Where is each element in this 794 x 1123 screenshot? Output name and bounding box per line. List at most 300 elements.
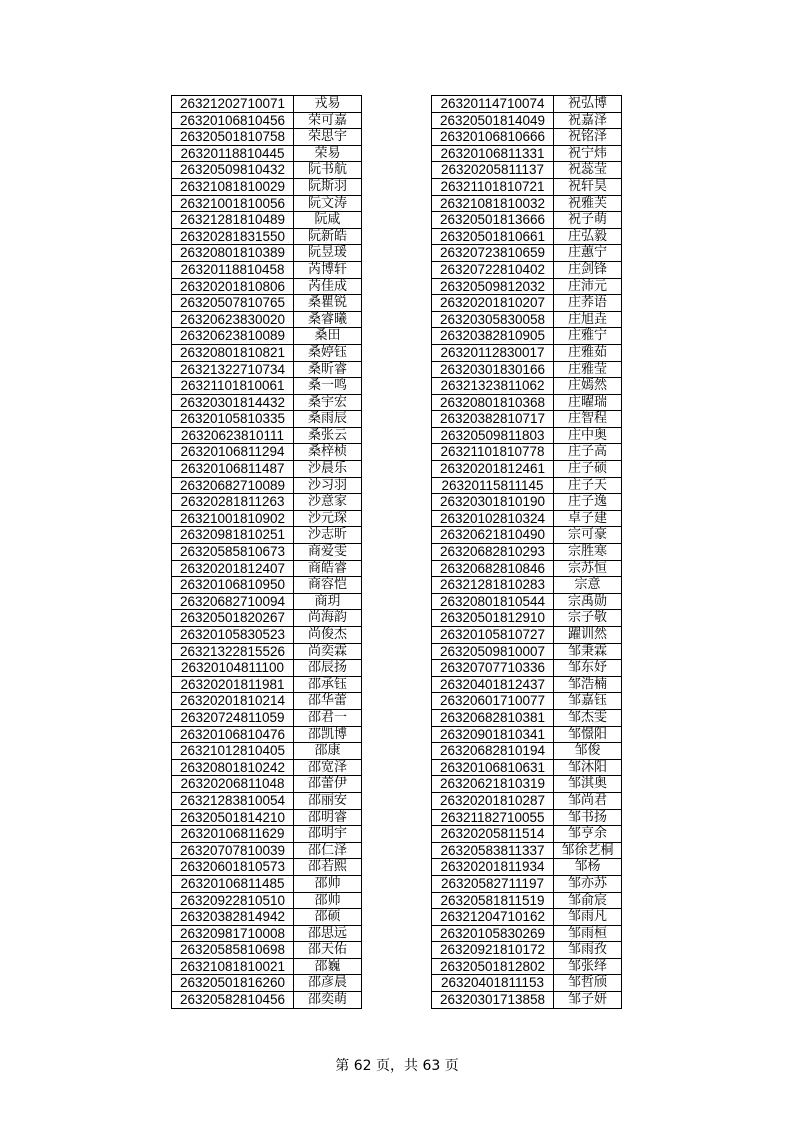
student-name: 庄荞语 bbox=[554, 295, 622, 312]
registration-number: 26320102810324 bbox=[432, 510, 554, 527]
student-name: 邹杰雯 bbox=[554, 709, 622, 726]
student-name: 庄曜瑞 bbox=[554, 394, 622, 411]
table-row bbox=[432, 261, 622, 278]
registration-number: 26320682810846 bbox=[432, 560, 554, 577]
table-row bbox=[172, 378, 362, 395]
table-row bbox=[172, 842, 362, 859]
registration-number: 26320105830269 bbox=[432, 925, 554, 942]
student-name: 商容恺 bbox=[294, 577, 362, 594]
registration-number: 26321101810778 bbox=[432, 444, 554, 461]
table-row bbox=[172, 145, 362, 162]
student-name: 尚俊杰 bbox=[294, 627, 362, 644]
student-name: 邵硕 bbox=[294, 909, 362, 926]
student-name: 邹沐阳 bbox=[554, 759, 622, 776]
registration-number: 26320509811803 bbox=[432, 427, 554, 444]
table-row bbox=[172, 560, 362, 577]
registration-number: 26321322710734 bbox=[172, 361, 294, 378]
student-name: 荣易 bbox=[294, 145, 362, 162]
registration-number: 26320601810573 bbox=[172, 859, 294, 876]
table-row bbox=[172, 394, 362, 411]
registration-number: 26320501812910 bbox=[432, 610, 554, 627]
student-name: 桑张云 bbox=[294, 427, 362, 444]
table-row bbox=[432, 726, 622, 743]
table-row bbox=[432, 361, 622, 378]
table-row bbox=[172, 859, 362, 876]
registration-number: 26320105830523 bbox=[172, 627, 294, 644]
table-row bbox=[432, 776, 622, 793]
table-row bbox=[432, 958, 622, 975]
registration-number: 26320501814049 bbox=[432, 112, 554, 129]
table-row bbox=[432, 792, 622, 809]
table-row bbox=[172, 660, 362, 677]
student-name: 邵彦晨 bbox=[294, 975, 362, 992]
table-row bbox=[432, 295, 622, 312]
registration-number: 26320118810458 bbox=[172, 261, 294, 278]
table-row bbox=[432, 610, 622, 627]
left-roster-body bbox=[172, 96, 362, 1009]
registration-number: 26320801810821 bbox=[172, 344, 294, 361]
student-name: 卓子建 bbox=[554, 510, 622, 527]
student-name: 邵帅 bbox=[294, 892, 362, 909]
registration-number: 26320707810039 bbox=[172, 842, 294, 859]
table-row bbox=[432, 245, 622, 262]
student-name: 邹张绎 bbox=[554, 958, 622, 975]
student-name: 邹徐艺桐 bbox=[554, 842, 622, 859]
student-name: 沙晨乐 bbox=[294, 461, 362, 478]
table-row bbox=[432, 344, 622, 361]
table-row bbox=[172, 311, 362, 328]
student-name: 邵康 bbox=[294, 743, 362, 760]
table-row bbox=[432, 378, 622, 395]
student-name: 芮佳成 bbox=[294, 278, 362, 295]
registration-number: 26320722810402 bbox=[432, 261, 554, 278]
registration-number: 26320104811100 bbox=[172, 660, 294, 677]
registration-number: 26320583811337 bbox=[432, 842, 554, 859]
table-row bbox=[172, 278, 362, 295]
student-name: 祝弘博 bbox=[554, 96, 622, 113]
table-row bbox=[432, 112, 622, 129]
student-name: 桑梓桢 bbox=[294, 444, 362, 461]
student-name: 桑田 bbox=[294, 328, 362, 345]
student-name: 庄子硕 bbox=[554, 461, 622, 478]
registration-number: 26320585810673 bbox=[172, 544, 294, 561]
registration-number: 26320105810335 bbox=[172, 411, 294, 428]
table-row bbox=[172, 792, 362, 809]
student-name: 邵思远 bbox=[294, 925, 362, 942]
table-row bbox=[432, 643, 622, 660]
registration-number: 26320509810007 bbox=[432, 643, 554, 660]
table-row bbox=[172, 809, 362, 826]
registration-number: 26320112830017 bbox=[432, 344, 554, 361]
student-name: 邹嘉钰 bbox=[554, 693, 622, 710]
table-row bbox=[172, 676, 362, 693]
registration-number: 26321281810283 bbox=[432, 577, 554, 594]
table-row bbox=[172, 593, 362, 610]
table-row bbox=[172, 909, 362, 926]
table-row bbox=[172, 743, 362, 760]
student-name: 邹书扬 bbox=[554, 809, 622, 826]
student-name: 荣可嘉 bbox=[294, 112, 362, 129]
student-name: 邹雨凡 bbox=[554, 909, 622, 926]
table-row bbox=[432, 842, 622, 859]
table-row bbox=[172, 494, 362, 511]
student-name: 邵巍 bbox=[294, 958, 362, 975]
registration-number: 26321182710055 bbox=[432, 809, 554, 826]
student-name: 桑雨辰 bbox=[294, 411, 362, 428]
table-row bbox=[432, 875, 622, 892]
student-name: 邵明睿 bbox=[294, 809, 362, 826]
table-row bbox=[432, 444, 622, 461]
left-roster-table bbox=[171, 95, 362, 1009]
student-name: 庄子天 bbox=[554, 477, 622, 494]
student-name: 邹雨桓 bbox=[554, 925, 622, 942]
table-row bbox=[172, 577, 362, 594]
registration-number: 26321202710071 bbox=[172, 96, 294, 113]
registration-number: 26320205811514 bbox=[432, 826, 554, 843]
table-row bbox=[172, 228, 362, 245]
table-row bbox=[432, 560, 622, 577]
student-name: 邹淇奥 bbox=[554, 776, 622, 793]
right-roster-table bbox=[431, 95, 622, 1009]
student-name: 沙习羽 bbox=[294, 477, 362, 494]
student-name: 桑睿曦 bbox=[294, 311, 362, 328]
registration-number: 26320901810341 bbox=[432, 726, 554, 743]
registration-number: 26320582810456 bbox=[172, 992, 294, 1009]
registration-number: 26320106810631 bbox=[432, 759, 554, 776]
table-row bbox=[172, 958, 362, 975]
table-row bbox=[432, 311, 622, 328]
registration-number: 26320509810432 bbox=[172, 162, 294, 179]
registration-number: 26320623830020 bbox=[172, 311, 294, 328]
registration-number: 26320106810476 bbox=[172, 726, 294, 743]
student-name: 荣思宇 bbox=[294, 129, 362, 146]
table-row bbox=[172, 129, 362, 146]
student-name: 阮咸 bbox=[294, 212, 362, 229]
student-name: 祝嘉泽 bbox=[554, 112, 622, 129]
student-name: 邹哲颀 bbox=[554, 975, 622, 992]
student-name: 邹亨余 bbox=[554, 826, 622, 843]
table-row bbox=[432, 278, 622, 295]
table-row bbox=[432, 494, 622, 511]
student-name: 庄雅茹 bbox=[554, 344, 622, 361]
table-row bbox=[432, 228, 622, 245]
registration-number: 26320507810765 bbox=[172, 295, 294, 312]
student-name: 戎易 bbox=[294, 96, 362, 113]
registration-number: 26320206811048 bbox=[172, 776, 294, 793]
student-name: 祝宁炜 bbox=[554, 145, 622, 162]
table-row bbox=[172, 510, 362, 527]
registration-number: 26320106811629 bbox=[172, 826, 294, 843]
student-name: 宗意 bbox=[554, 577, 622, 594]
table-row bbox=[432, 427, 622, 444]
student-name: 沙元琛 bbox=[294, 510, 362, 527]
registration-number: 26321081810032 bbox=[432, 195, 554, 212]
table-row bbox=[172, 477, 362, 494]
table-row bbox=[432, 544, 622, 561]
table-row bbox=[432, 660, 622, 677]
table-row bbox=[172, 245, 362, 262]
student-name: 邵宽泽 bbox=[294, 759, 362, 776]
registration-number: 26320382810905 bbox=[432, 328, 554, 345]
table-row bbox=[172, 975, 362, 992]
student-name: 宗可豪 bbox=[554, 527, 622, 544]
table-row bbox=[172, 627, 362, 644]
registration-number: 26320621810490 bbox=[432, 527, 554, 544]
registration-number: 26320509812032 bbox=[432, 278, 554, 295]
table-row bbox=[172, 112, 362, 129]
student-name: 庄智程 bbox=[554, 411, 622, 428]
registration-number: 26320601710077 bbox=[432, 693, 554, 710]
table-row bbox=[432, 527, 622, 544]
registration-number: 26321081810021 bbox=[172, 958, 294, 975]
student-name: 阮新皓 bbox=[294, 228, 362, 245]
student-name: 庄雅宁 bbox=[554, 328, 622, 345]
student-name: 阮文涛 bbox=[294, 195, 362, 212]
table-row bbox=[432, 975, 622, 992]
registration-number: 26320581811519 bbox=[432, 892, 554, 909]
table-row bbox=[172, 942, 362, 959]
table-row bbox=[172, 693, 362, 710]
table-row bbox=[172, 892, 362, 909]
table-row bbox=[172, 178, 362, 195]
student-name: 庄弘毅 bbox=[554, 228, 622, 245]
student-name: 邹杨 bbox=[554, 859, 622, 876]
table-row bbox=[172, 96, 362, 113]
registration-number: 26320201812461 bbox=[432, 461, 554, 478]
registration-number: 26320922810510 bbox=[172, 892, 294, 909]
registration-number: 26320106811487 bbox=[172, 461, 294, 478]
student-name: 尚海韵 bbox=[294, 610, 362, 627]
student-name: 邹俊 bbox=[554, 743, 622, 760]
table-row bbox=[172, 328, 362, 345]
student-name: 阮昱瑗 bbox=[294, 245, 362, 262]
table-row bbox=[432, 826, 622, 843]
table-row bbox=[172, 427, 362, 444]
student-name: 邵帅 bbox=[294, 875, 362, 892]
table-row bbox=[172, 826, 362, 843]
registration-number: 26320682810293 bbox=[432, 544, 554, 561]
table-row bbox=[432, 577, 622, 594]
student-name: 庄中奥 bbox=[554, 427, 622, 444]
student-name: 桑婷钰 bbox=[294, 344, 362, 361]
registration-number: 26320401811153 bbox=[432, 975, 554, 992]
registration-number: 26320106810456 bbox=[172, 112, 294, 129]
registration-number: 26320981710008 bbox=[172, 925, 294, 942]
student-name: 祝轩昊 bbox=[554, 178, 622, 195]
registration-number: 26320724811059 bbox=[172, 709, 294, 726]
registration-number: 26320582711197 bbox=[432, 875, 554, 892]
registration-number: 26320682810194 bbox=[432, 743, 554, 760]
student-name: 沙志昕 bbox=[294, 527, 362, 544]
table-row bbox=[432, 129, 622, 146]
student-name: 沙意家 bbox=[294, 494, 362, 511]
registration-number: 26320623810111 bbox=[172, 427, 294, 444]
registration-number: 26320501812802 bbox=[432, 958, 554, 975]
registration-number: 26320106811294 bbox=[172, 444, 294, 461]
student-name: 邹子妍 bbox=[554, 992, 622, 1009]
registration-number: 26320801810368 bbox=[432, 394, 554, 411]
table-row bbox=[432, 859, 622, 876]
registration-number: 26320623810089 bbox=[172, 328, 294, 345]
registration-number: 26320114710074 bbox=[432, 96, 554, 113]
registration-number: 26320801810544 bbox=[432, 593, 554, 610]
registration-number: 26320921810172 bbox=[432, 942, 554, 959]
student-name: 邵天佑 bbox=[294, 942, 362, 959]
table-row bbox=[172, 643, 362, 660]
student-name: 邵蕾伊 bbox=[294, 776, 362, 793]
registration-number: 26321101810721 bbox=[432, 178, 554, 195]
table-row bbox=[432, 759, 622, 776]
student-name: 邹俞宸 bbox=[554, 892, 622, 909]
registration-number: 26320201810214 bbox=[172, 693, 294, 710]
student-name: 桑瞿锐 bbox=[294, 295, 362, 312]
student-name: 邹雨孜 bbox=[554, 942, 622, 959]
table-row bbox=[172, 544, 362, 561]
registration-number: 26320201810207 bbox=[432, 295, 554, 312]
registration-number: 26320621810319 bbox=[432, 776, 554, 793]
registration-number: 26320106810950 bbox=[172, 577, 294, 594]
registration-number: 26320707710336 bbox=[432, 660, 554, 677]
table-row bbox=[432, 212, 622, 229]
student-name: 躍训然 bbox=[554, 627, 622, 644]
registration-number: 26320201811981 bbox=[172, 676, 294, 693]
student-name: 邵仁泽 bbox=[294, 842, 362, 859]
student-name: 宗禹勋 bbox=[554, 593, 622, 610]
table-row bbox=[172, 444, 362, 461]
student-name: 邵辰扬 bbox=[294, 660, 362, 677]
registration-number: 26320106811331 bbox=[432, 145, 554, 162]
student-name: 庄子高 bbox=[554, 444, 622, 461]
table-row bbox=[432, 162, 622, 179]
table-row bbox=[432, 909, 622, 926]
registration-number: 26320501813666 bbox=[432, 212, 554, 229]
table-row bbox=[172, 195, 362, 212]
student-name: 祝雅芙 bbox=[554, 195, 622, 212]
student-name: 邵承钰 bbox=[294, 676, 362, 693]
student-name: 邵凯博 bbox=[294, 726, 362, 743]
table-row bbox=[172, 726, 362, 743]
student-name: 庄旭垚 bbox=[554, 311, 622, 328]
student-name: 庄剑锋 bbox=[554, 261, 622, 278]
table-row bbox=[432, 394, 622, 411]
student-name: 阮斯羽 bbox=[294, 178, 362, 195]
table-row bbox=[432, 992, 622, 1009]
registration-number: 26320682810381 bbox=[432, 709, 554, 726]
student-name: 祝蕊莹 bbox=[554, 162, 622, 179]
student-name: 邵明宇 bbox=[294, 826, 362, 843]
registration-number: 26321012810405 bbox=[172, 743, 294, 760]
student-name: 邹浩楠 bbox=[554, 676, 622, 693]
student-name: 商爱雯 bbox=[294, 544, 362, 561]
student-name: 宗苏恒 bbox=[554, 560, 622, 577]
table-row bbox=[172, 212, 362, 229]
student-name: 宗胜寒 bbox=[554, 544, 622, 561]
student-name: 桑昕睿 bbox=[294, 361, 362, 378]
registration-number: 26321283810054 bbox=[172, 792, 294, 809]
table-row bbox=[432, 145, 622, 162]
table-row bbox=[432, 96, 622, 113]
student-name: 尚奕霖 bbox=[294, 643, 362, 660]
table-row bbox=[432, 461, 622, 478]
student-name: 桑一鸣 bbox=[294, 378, 362, 395]
registration-number: 26321101810061 bbox=[172, 378, 294, 395]
table-row bbox=[172, 461, 362, 478]
registration-number: 26321322815526 bbox=[172, 643, 294, 660]
student-name: 庄嫣然 bbox=[554, 378, 622, 395]
student-name: 邵君一 bbox=[294, 709, 362, 726]
registration-number: 26320201810806 bbox=[172, 278, 294, 295]
registration-number: 26320382810717 bbox=[432, 411, 554, 428]
table-row bbox=[172, 527, 362, 544]
registration-number: 26320682710094 bbox=[172, 593, 294, 610]
registration-number: 26320723810659 bbox=[432, 245, 554, 262]
table-row bbox=[432, 942, 622, 959]
table-row bbox=[172, 759, 362, 776]
registration-number: 26321281810489 bbox=[172, 212, 294, 229]
table-row bbox=[432, 195, 622, 212]
registration-number: 26321001810056 bbox=[172, 195, 294, 212]
student-name: 祝铭泽 bbox=[554, 129, 622, 146]
table-row bbox=[172, 344, 362, 361]
registration-number: 26320401812437 bbox=[432, 676, 554, 693]
student-name: 邵华蕾 bbox=[294, 693, 362, 710]
registration-number: 26321081810029 bbox=[172, 178, 294, 195]
registration-number: 26320106811485 bbox=[172, 875, 294, 892]
registration-number: 26320301810190 bbox=[432, 494, 554, 511]
table-row bbox=[432, 178, 622, 195]
student-name: 庄蕙宁 bbox=[554, 245, 622, 262]
table-row bbox=[172, 875, 362, 892]
registration-number: 26320115811145 bbox=[432, 477, 554, 494]
registration-number: 26320281831550 bbox=[172, 228, 294, 245]
student-name: 邹东妤 bbox=[554, 660, 622, 677]
student-name: 芮博轩 bbox=[294, 261, 362, 278]
registration-number: 26320105810727 bbox=[432, 627, 554, 644]
table-row bbox=[172, 992, 362, 1009]
registration-number: 26320301713858 bbox=[432, 992, 554, 1009]
student-name: 商玥 bbox=[294, 593, 362, 610]
table-row bbox=[432, 593, 622, 610]
registration-number: 26320118810445 bbox=[172, 145, 294, 162]
student-name: 阮书航 bbox=[294, 162, 362, 179]
registration-number: 26320501816260 bbox=[172, 975, 294, 992]
student-name: 邹尚君 bbox=[554, 792, 622, 809]
table-row bbox=[432, 925, 622, 942]
registration-number: 26320305830058 bbox=[432, 311, 554, 328]
registration-number: 26321001810902 bbox=[172, 510, 294, 527]
table-row bbox=[432, 892, 622, 909]
registration-number: 26320106810666 bbox=[432, 129, 554, 146]
table-row bbox=[432, 328, 622, 345]
registration-number: 26320501810758 bbox=[172, 129, 294, 146]
registration-number: 26320201811934 bbox=[432, 859, 554, 876]
registration-number: 26320301814432 bbox=[172, 394, 294, 411]
student-name: 桑宇宏 bbox=[294, 394, 362, 411]
registration-number: 26320501814210 bbox=[172, 809, 294, 826]
table-row bbox=[172, 361, 362, 378]
table-row bbox=[432, 411, 622, 428]
table-row bbox=[432, 676, 622, 693]
table-row bbox=[172, 162, 362, 179]
student-name: 宗子敬 bbox=[554, 610, 622, 627]
table-row bbox=[432, 743, 622, 760]
registration-number: 26320205811137 bbox=[432, 162, 554, 179]
registration-number: 26320281811263 bbox=[172, 494, 294, 511]
table-row bbox=[172, 261, 362, 278]
student-name: 邵丽安 bbox=[294, 792, 362, 809]
registration-number: 26320201812407 bbox=[172, 560, 294, 577]
table-row bbox=[172, 411, 362, 428]
